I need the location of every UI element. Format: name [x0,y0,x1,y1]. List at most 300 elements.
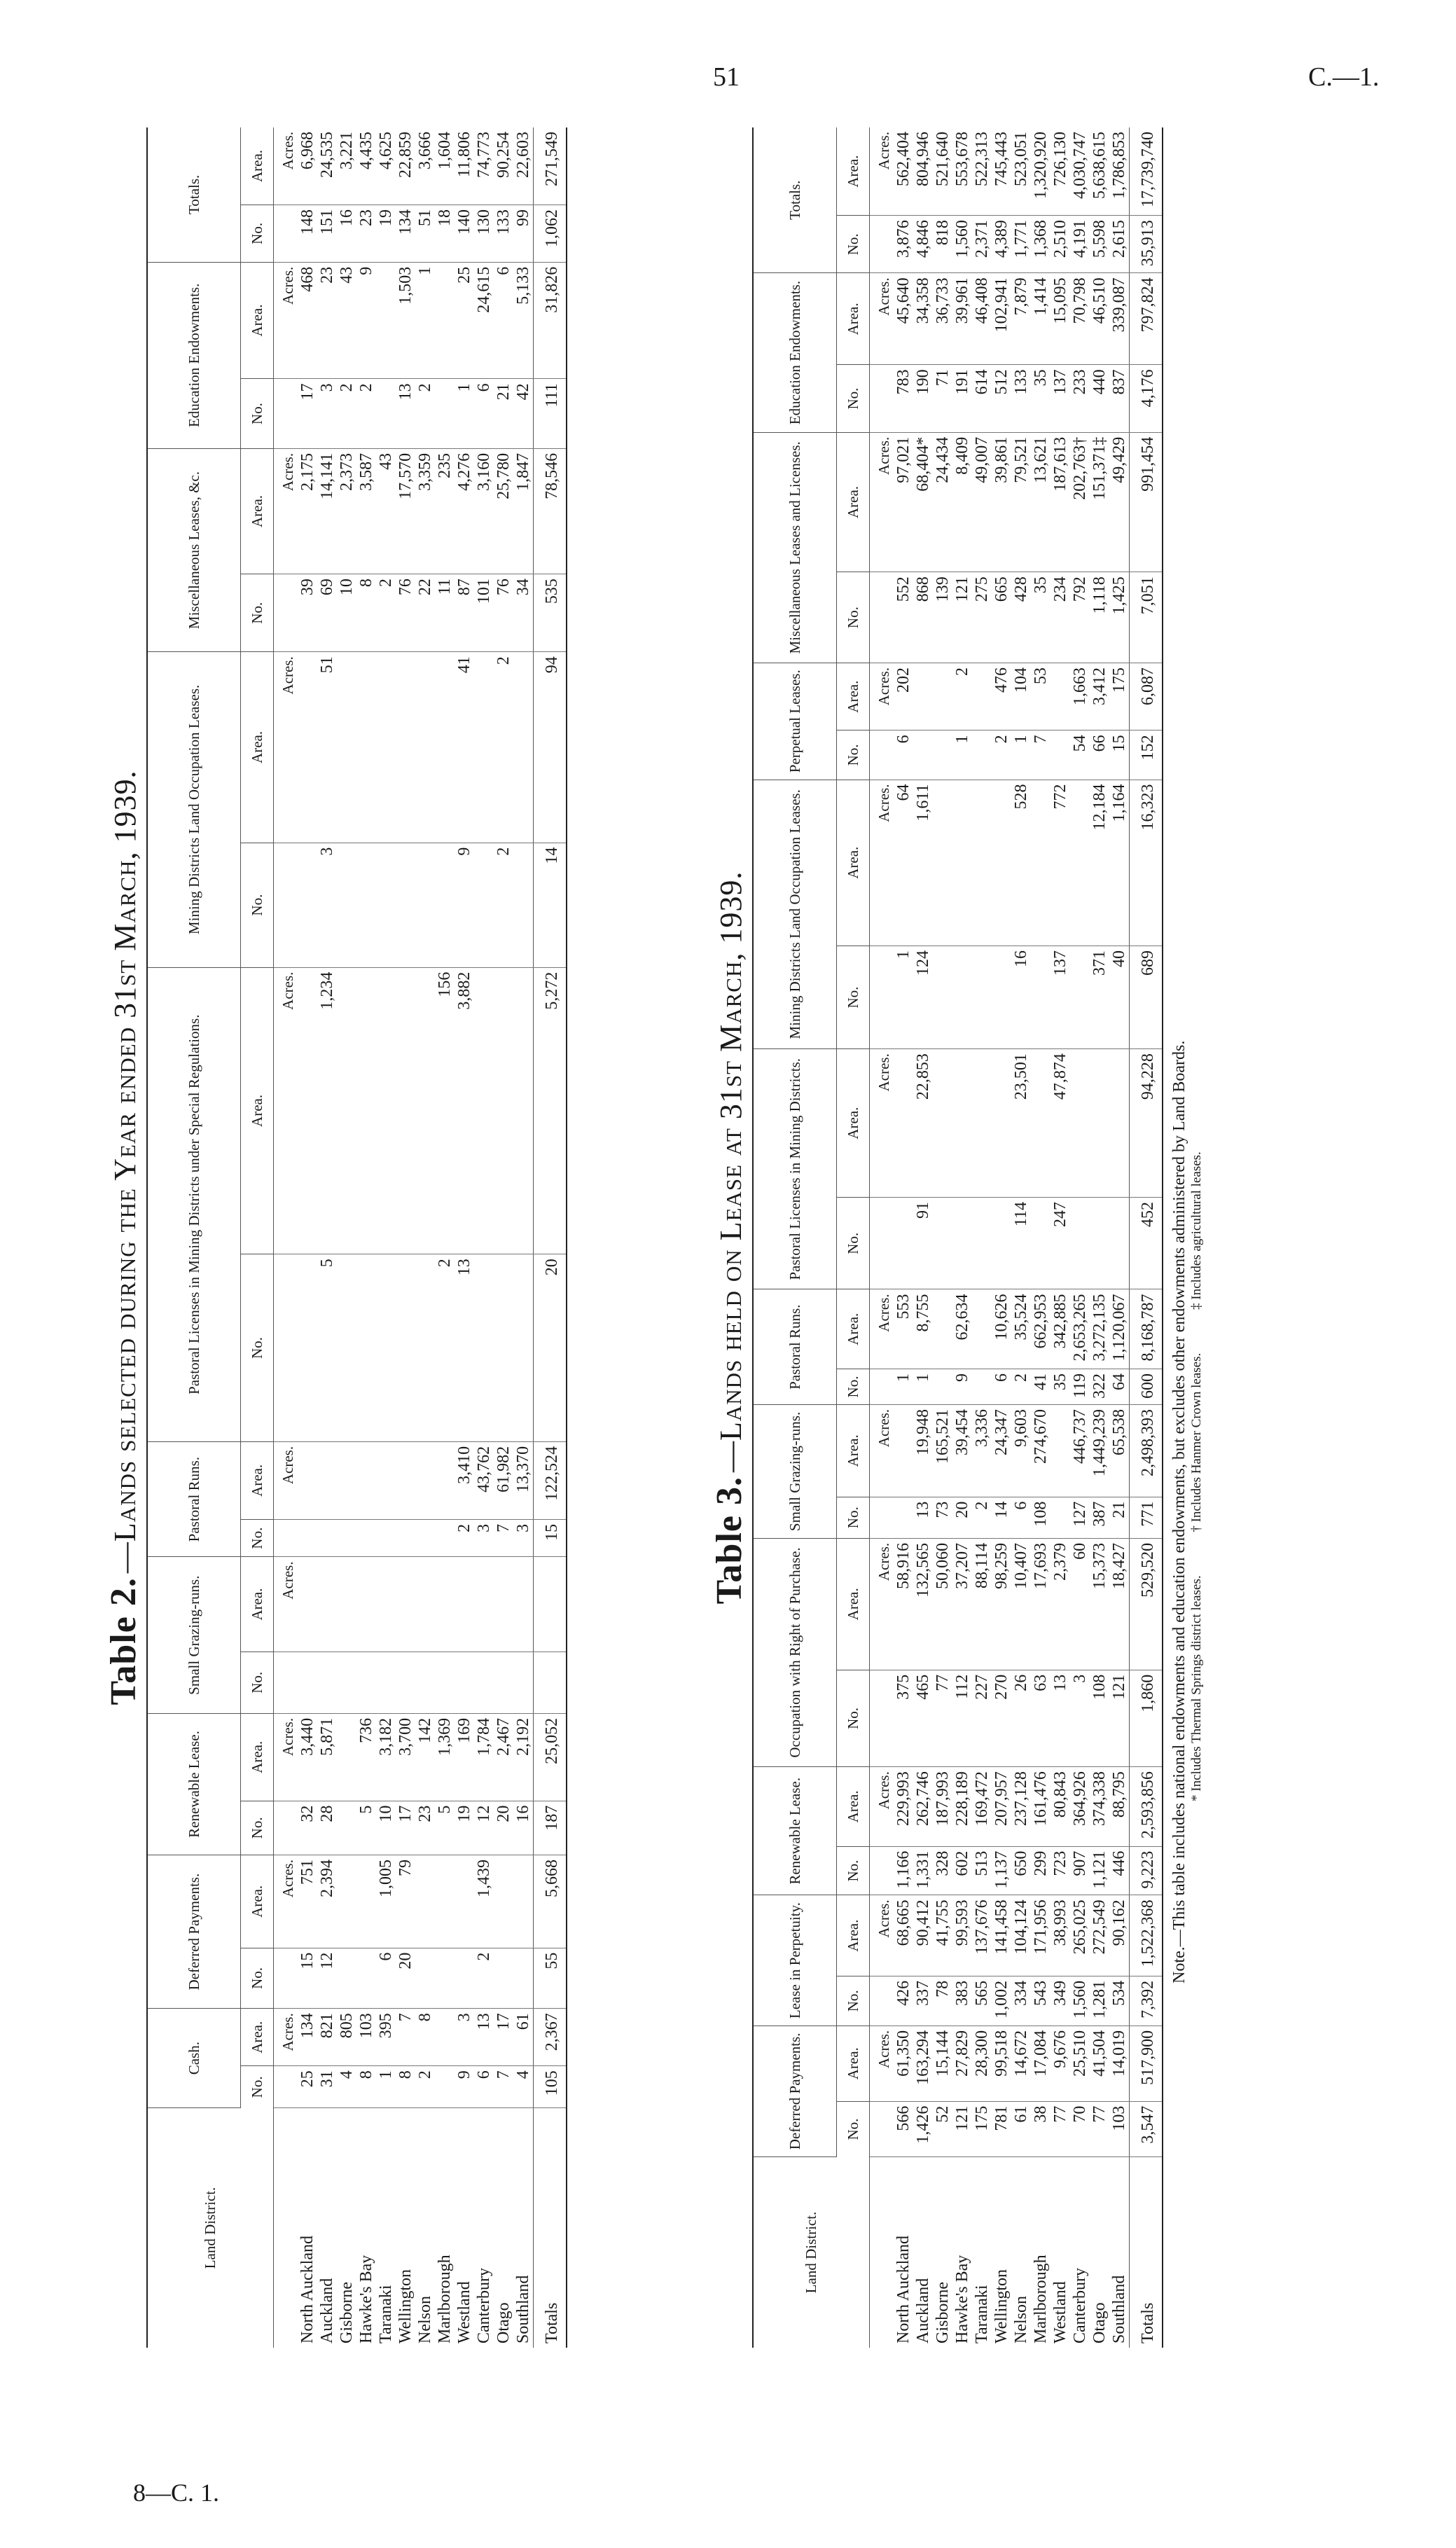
data-cell [396,1557,415,1652]
data-cell: 17,570 [396,448,415,574]
data-cell: 2,371 [972,216,992,273]
footnote-agricultural: ‡ Includes agricultural leases. [1189,1151,1204,1310]
land-district-name: Wellington [992,2269,1011,2343]
data-cell: 342,885 [1051,1289,1070,1369]
col-area-header: Area. [837,1767,870,1847]
data-cell [894,1404,913,1497]
data-cell [415,652,435,843]
data-cell [435,652,455,843]
data-cell: 3,272,135 [1090,1289,1109,1369]
data-cell [435,262,455,379]
data-cell [298,1519,317,1557]
group-header: Pastoral Runs. [147,1441,241,1557]
data-cell: 22,603 [513,127,534,205]
data-cell [933,663,952,731]
data-cell [952,780,972,946]
data-cell [1031,1198,1051,1289]
data-cell [1109,1198,1130,1289]
data-cell: 53 [1031,663,1051,731]
data-cell: 137 [1051,946,1070,1048]
data-cell: 1,234 [317,967,337,1254]
data-cell [1070,1049,1090,1198]
data-cell: 121 [1109,1670,1130,1766]
data-cell: 70 [1070,2101,1090,2156]
data-cell [1090,1198,1109,1289]
data-cell: 600 [1130,1369,1163,1404]
table-row [376,127,396,2348]
data-cell: 97,021 [894,432,913,572]
data-cell: 55 [534,1948,567,2009]
data-cell: 112 [952,1670,972,1766]
data-cell [894,1198,913,1289]
group-header: Small Grazing-runs. [147,1557,241,1714]
data-cell: 522,313 [972,127,992,216]
col-area-header: Area. [837,780,870,946]
data-cell: 8,168,787 [1130,1289,1163,1369]
data-cell [952,946,972,1048]
data-cell: 13,621 [1031,432,1051,572]
col-area-header: Area. [837,1404,870,1497]
data-cell: 98,259 [992,1538,1011,1670]
units-label: Acres. [870,1049,894,1198]
data-cell: 1,121 [1090,1846,1109,1895]
data-cell: 1,118 [1090,572,1109,663]
data-cell [337,1801,356,1855]
data-cell: 6 [474,379,494,449]
data-cell: 69 [317,574,337,652]
col-no-header: No. [837,1369,870,1404]
col-no-header: No. [241,1801,274,1855]
data-cell [317,1519,337,1557]
data-cell: 3,876 [894,216,913,273]
data-cell [415,967,435,1254]
data-cell [1051,1497,1070,1538]
land-district-name: North Auckland [298,2236,317,2343]
data-cell: 1,771 [1011,216,1031,273]
units-spacer [274,1519,298,1557]
data-cell: 104 [1011,663,1031,731]
data-cell: 1,166 [894,1846,913,1895]
col-area-header: Area. [241,448,274,574]
data-cell: 3,700 [396,1713,415,1801]
data-cell: 122,524 [534,1441,567,1519]
data-cell: 41 [455,652,474,843]
data-cell [972,1198,992,1289]
units-label: Acres. [274,2009,298,2066]
table-row [1051,127,1070,2348]
data-cell: 4,191 [1070,216,1090,273]
data-cell: 2,373 [337,448,356,574]
col-no-header: No. [241,574,274,652]
data-cell [992,1049,1011,1198]
data-cell: 2,379 [1051,1538,1070,1670]
data-cell: 4,176 [1130,365,1163,432]
col-area-header: Area. [241,1557,274,1652]
data-cell: 8 [356,574,376,652]
data-cell: 13 [1051,1670,1070,1766]
data-cell: 3,882 [455,967,474,1254]
group-header: Mining Districts Land Occupation Leases. [753,780,837,1049]
data-cell: 2,498,393 [1130,1404,1163,1497]
data-cell: 79,521 [1011,432,1031,572]
data-cell: 2 [337,379,356,449]
data-cell: 3,359 [415,448,435,574]
data-cell: 3,547 [1130,2101,1163,2156]
data-cell: 103 [356,2009,376,2066]
data-cell: 187 [534,1801,567,1855]
data-cell: 528 [1011,780,1031,946]
units-spacer [870,1198,894,1289]
data-cell: 805 [337,2009,356,2066]
data-cell [1031,946,1051,1048]
data-cell: 77 [1051,2101,1070,2156]
col-area-header: Area. [837,2026,870,2101]
group-header: Renewable Lease. [753,1767,837,1895]
land-district-name: Otago [1090,2302,1109,2343]
data-cell [337,1519,356,1557]
units-label: Acres. [274,652,298,843]
col-area-header: Area. [241,1855,274,1948]
data-cell [494,1557,513,1652]
data-cell: 723 [1051,1846,1070,1895]
data-cell [415,1948,435,2009]
units-label: Acres. [870,1404,894,1497]
table-row [992,127,1011,2348]
data-cell [435,1441,455,1519]
data-cell: 792 [1070,572,1090,663]
data-cell: 1 [913,1369,933,1404]
data-cell: 1 [415,262,435,379]
col-no-header: No. [837,1497,870,1538]
data-cell [415,1441,435,1519]
units-label: Acres. [870,1538,894,1670]
data-cell [972,663,992,731]
data-cell [972,1289,992,1369]
data-cell [972,731,992,780]
data-cell: 13 [396,379,415,449]
land-district-name: Nelson [416,2296,434,2343]
units-spacer [870,1497,894,1538]
data-cell: 2 [972,1497,992,1538]
group-header: Education Endowments. [147,262,241,448]
data-cell: 12,184 [1090,780,1109,946]
data-cell: 41,504 [1090,2026,1109,2101]
table-row [356,127,376,2348]
data-cell: 64 [894,780,913,946]
table2-block [102,127,697,2348]
data-cell: 781 [992,2101,1011,2156]
data-cell: 552 [894,572,913,663]
data-cell: 1,611 [913,780,933,946]
land-district-name: North Auckland [894,2236,913,2343]
data-cell [298,652,317,843]
col-no-header: No. [241,1652,274,1713]
data-cell: 17 [396,1801,415,1855]
data-cell: 14,019 [1109,2026,1130,2101]
data-cell: 3,587 [356,448,376,574]
group-header: Occupation with Right of Purchase. [753,1538,837,1766]
data-cell [356,1519,376,1557]
data-cell [415,1652,435,1713]
data-cell [992,1198,1011,1289]
group-header: Perpetual Leases. [753,663,837,780]
group-header: Cash. [147,2009,241,2108]
data-cell: 78,546 [534,448,567,574]
data-cell: 20 [534,1254,567,1442]
data-cell [435,1948,455,2009]
units-label: Acres. [870,1895,894,1976]
col-area-header: Area. [837,127,870,216]
data-cell: 322 [1090,1369,1109,1404]
group-header: Deferred Payments. [753,2026,837,2156]
data-cell [952,1198,972,1289]
table2 [146,127,567,2348]
land-district-header: Land District. [147,2108,274,2348]
data-cell [415,1519,435,1557]
units-spacer [274,379,298,449]
data-cell: 7 [494,1519,513,1557]
units-label: Acres. [274,127,298,205]
data-cell: 383 [952,1976,972,2026]
data-cell: 7 [494,2066,513,2108]
data-cell: 141,458 [992,1895,1011,1976]
col-no-header: No. [241,1519,274,1557]
table3-notes [1170,127,1205,2348]
data-cell [298,967,317,1254]
data-cell: 18,427 [1109,1538,1130,1670]
units-label: Acres. [274,1557,298,1652]
data-cell [298,1441,317,1519]
data-cell: 3,440 [298,1713,317,1801]
data-cell [435,1557,455,1652]
data-cell [894,1049,913,1198]
data-cell: 3 [1070,1670,1090,1766]
data-cell: 543 [1031,1976,1051,2026]
table2-title-text: —Lands selected during the Year ended 31st March, 1939. [108,770,142,1574]
data-cell [415,1855,435,1948]
data-cell: 99,593 [952,1895,972,1976]
data-cell [474,843,494,967]
data-cell: 4,389 [992,216,1011,273]
data-cell [376,967,396,1254]
data-cell [494,1652,513,1713]
data-cell: 262,746 [913,1767,933,1847]
col-area-header: Area. [837,663,870,731]
data-cell [337,652,356,843]
data-cell [1070,1198,1090,1289]
data-cell: 4,625 [376,127,396,205]
data-cell: 1,425 [1109,572,1130,663]
data-cell: 111 [534,379,567,449]
data-cell: 1,560 [1070,1976,1090,2026]
units-spacer [870,1670,894,1766]
data-cell: 234 [1051,572,1070,663]
data-cell [494,1855,513,1948]
table-row [298,127,317,2348]
land-district-name: Westland [1051,2281,1069,2343]
col-no-header: No. [837,1670,870,1766]
data-cell: 25 [455,262,474,379]
data-cell [992,946,1011,1048]
data-cell: 2,192 [513,1713,534,1801]
units-label: Acres. [274,1855,298,1948]
land-district-name: Totals [1130,2157,1163,2348]
data-cell: 78 [933,1976,952,2026]
data-cell: 428 [1011,572,1031,663]
data-cell: 6 [376,1948,396,2009]
data-cell: 34,358 [913,273,933,365]
data-cell: 68,665 [894,1895,913,1976]
table-row [435,127,455,2348]
data-cell: 2,653,265 [1070,1289,1090,1369]
col-area-header: Area. [241,262,274,379]
data-cell: 24,615 [474,262,494,379]
units-spacer [870,572,894,663]
data-cell: 7,879 [1011,273,1031,365]
data-cell: 4,846 [913,216,933,273]
data-cell: 68,404* [913,432,933,572]
data-cell: 8,755 [913,1289,933,1369]
data-cell: 8 [356,2066,376,2108]
table-row [1031,127,1051,2348]
data-cell [376,1519,396,1557]
table3 [752,127,1163,2348]
table3-title-text: —Lands held on Lease at 31st March, 1939. [714,871,748,1473]
data-cell: 426 [894,1976,913,2026]
table3-label: Table 3. [709,1476,749,1605]
data-cell [534,1557,567,1652]
data-cell: 130 [474,205,494,263]
data-cell: 35 [1031,572,1051,663]
data-cell: 17 [298,379,317,449]
col-no-header: No. [837,946,870,1048]
data-cell: 745,443 [992,127,1011,216]
col-area-header: Area. [241,2009,274,2066]
data-cell: 152 [1130,731,1163,780]
data-cell: 2 [992,731,1011,780]
data-cell: 375 [894,1670,913,1766]
table3-note: Note.—This table includes national endowments and education endowments, but excludes other endowments administered by Land Boards. [1170,1040,1188,1983]
units-spacer [274,1801,298,1855]
data-cell: 1,786,853 [1109,127,1130,216]
data-cell [435,379,455,449]
data-cell: 21 [494,379,513,449]
data-cell: 16,323 [1130,780,1163,946]
land-district-name: Nelson [1012,2296,1030,2343]
data-cell [337,1557,356,1652]
land-district-name: Westland [455,2281,473,2343]
data-cell [337,1652,356,1713]
data-cell: 23,501 [1011,1049,1031,1198]
data-cell: 41 [1031,1369,1051,1404]
land-district-name: Otago [494,2302,513,2343]
data-cell: 237,128 [1011,1767,1031,1847]
data-cell [337,1254,356,1442]
data-cell: 12 [474,1801,494,1855]
data-cell: 2 [356,379,376,449]
col-no-header: No. [241,1254,274,1442]
data-cell: 7,051 [1130,572,1163,663]
data-cell: 2 [1011,1369,1031,1404]
data-cell [972,780,992,946]
data-cell: 7 [396,2009,415,2066]
data-cell: 818 [933,216,952,273]
data-cell: 1,368 [1031,216,1051,273]
col-area-header: Area. [837,1289,870,1369]
data-cell [435,843,455,967]
data-cell: 7,392 [1130,1976,1163,2026]
data-cell [298,843,317,967]
data-cell: 1,604 [435,127,455,205]
data-cell [933,1289,952,1369]
data-cell: 2 [376,574,396,652]
data-cell: 2,467 [494,1713,513,1801]
data-cell: 51 [415,205,435,263]
col-area-header: Area. [241,1713,274,1801]
data-cell: 565 [972,1976,992,2026]
data-cell: 15 [298,1948,317,2009]
data-cell: 227 [972,1670,992,1766]
data-cell: 43 [337,262,356,379]
data-cell: 42 [513,379,534,449]
land-district-name: Hawke's Bay [953,2255,971,2343]
data-cell: 1,331 [913,1846,933,1895]
data-cell [1070,946,1090,1048]
data-cell: 20 [494,1801,513,1855]
group-header: Miscellaneous Leases and Licenses. [753,432,837,663]
group-header: Deferred Payments. [147,1855,241,2009]
data-cell: 76 [396,574,415,652]
data-cell: 5 [435,1801,455,1855]
data-cell: 3 [455,2009,474,2066]
data-cell: 3 [317,379,337,449]
data-cell: 31,826 [534,262,567,379]
data-cell: 119 [1070,1369,1090,1404]
data-cell [376,652,396,843]
data-cell: 8 [415,2009,435,2066]
units-row [870,127,894,2348]
data-cell: 87 [455,574,474,652]
data-cell: 17 [494,2009,513,2066]
data-cell: 9 [455,2066,474,2108]
data-cell: 1,560 [952,216,972,273]
data-cell: 19,948 [913,1404,933,1497]
data-cell: 1,120,067 [1109,1289,1130,1369]
data-cell: 233 [1070,365,1090,432]
group-header: Small Grazing-runs. [753,1404,837,1538]
data-cell: 190 [913,365,933,432]
table2-title [102,127,146,2348]
units-spacer [274,1254,298,1442]
data-cell: 1,002 [992,1976,1011,2026]
data-cell: 74,773 [474,127,494,205]
col-area-header: Area. [837,1049,870,1198]
data-cell: 90,412 [913,1895,933,1976]
data-cell: 14 [534,843,567,967]
data-cell: 1,320,920 [1031,127,1051,216]
data-cell: 7 [1031,731,1051,780]
data-cell: 41,755 [933,1895,952,1976]
data-cell [1051,731,1070,780]
data-cell: 49,007 [972,432,992,572]
units-label: Acres. [274,1441,298,1519]
data-cell: 6,968 [298,127,317,205]
data-cell: 151,371‡ [1090,432,1109,572]
data-cell: 20 [952,1497,972,1538]
data-cell: 5,598 [1090,216,1109,273]
data-cell: 13,370 [513,1441,534,1519]
data-cell: 566 [894,2101,913,2156]
